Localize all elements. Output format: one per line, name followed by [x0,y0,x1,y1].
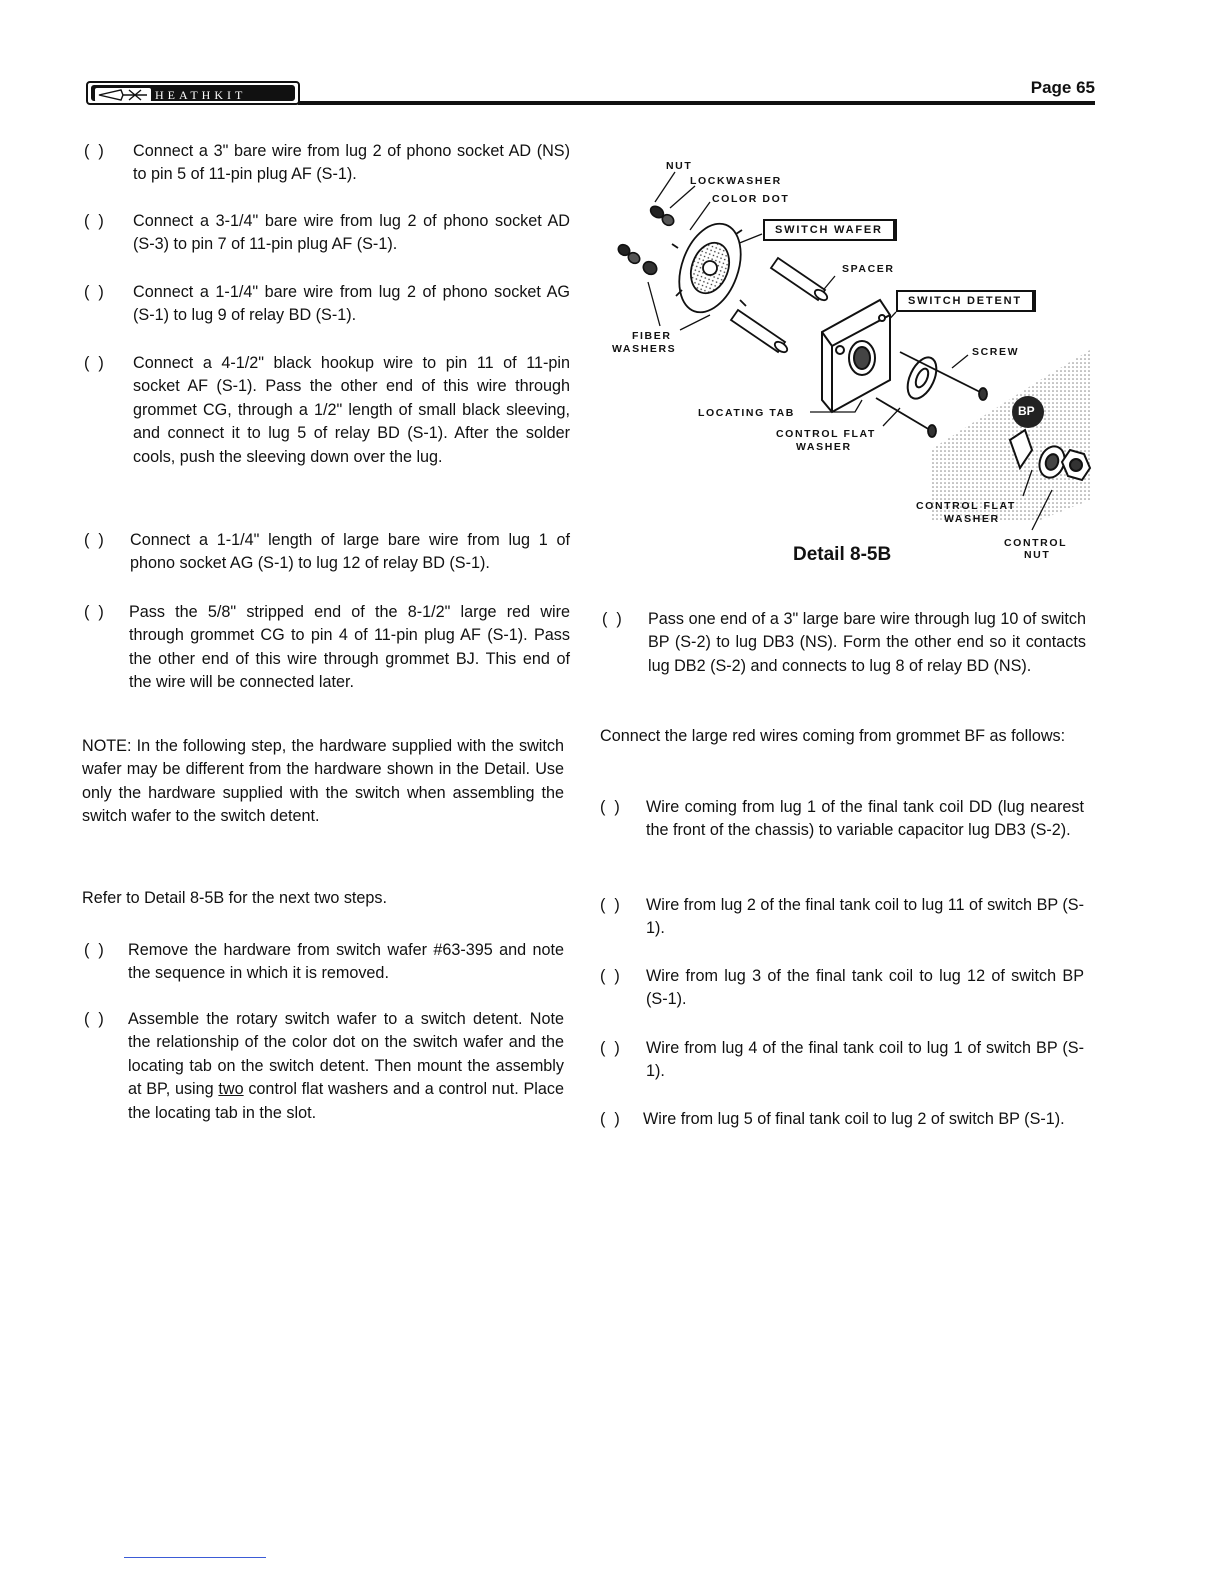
step-right-3 [600,894,1084,941]
label-lockwasher: LOCKWASHER [690,175,782,187]
checkbox[interactable]: ( ) [84,212,104,230]
step-left-4 [84,352,570,469]
step-left-3 [84,281,570,328]
label-control-flat-washer-2: CONTROL FLAT [916,500,1016,512]
step-text-a: Assemble the rotary switch wafer to a switch detent. Note the relationship of the color dot on the switch wafer and the locating tab on the switch detent. Then mount the assembly at BP, using [128,1010,564,1099]
detail-8-5b-figure [600,150,1110,580]
step-right-2 [600,796,1084,843]
label-nut: NUT [666,160,693,172]
right-intro-paragraph: Connect the large red wires coming from grommet BF as follows: [600,727,1066,745]
checkbox[interactable]: ( ) [84,1010,104,1028]
checkbox[interactable]: ( ) [84,941,104,959]
checkbox[interactable]: ( ) [84,354,104,372]
step-left-2 [84,210,570,257]
label-control-flat-washer-1: CONTROL FLAT [776,428,876,440]
step-text: Wire coming from lug 1 of the final tank coil DD (lug nearest the front of the chassis) to variable capacitor lug DB3 (S-2). [646,798,1084,840]
label-locating-tab: LOCATING TAB [698,407,795,419]
page-number: Page 65 [1030,78,1095,97]
heathkit-logo [86,81,300,105]
label-bp: BP [1018,404,1035,418]
step-left-8 [84,1008,564,1125]
step-text [128,1008,564,1125]
logo-emblem-svg [95,88,151,102]
label-switch-detent: SWITCH DETENT [896,290,1036,312]
label-screw: SCREW [972,346,1020,358]
step-text: Wire from lug 2 of the final tank coil to lug 11 of switch BP (S-1). [646,896,1084,938]
step-right-4 [600,965,1084,1012]
step-left-6 [84,601,570,695]
step-right-1 [602,608,1086,678]
step-text: Remove the hardware from switch wafer #63-395 and note the sequence in which it is removed. [128,941,564,983]
figure-caption: Detail 8-5B [793,544,892,565]
step-right-6 [600,1108,1084,1131]
step-text: Pass one end of a 3" large bare wire through lug 10 of switch BP (S-2) to lug DB3 (NS). Form the other end so it contacts lug DB2 (S-2) and connects to lug 8 of relay BD (NS). [648,610,1086,675]
refer-paragraph: Refer to Detail 8-5B for the next two steps. [82,889,388,907]
step-right-5 [600,1037,1084,1084]
checkbox[interactable]: ( ) [600,896,620,914]
step-text: Connect a 1-1/4" length of large bare wire from lug 1 of phono socket AG (S-1) to lug 12 of relay BD (S-1). [130,531,570,573]
step-text: Wire from lug 4 of the final tank coil to lug 1 of switch BP (S-1). [646,1039,1084,1081]
checkbox[interactable]: ( ) [602,610,622,628]
note-paragraph: NOTE: In the following step, the hardware supplied with the switch wafer may be different from the hardware shown in the Detail. Use only the hardware supplied with the switch when assembling the switch wafer to the switch detent. [82,737,564,826]
checkbox[interactable]: ( ) [84,283,104,301]
step-text: Connect a 3" bare wire from lug 2 of phono socket AD (NS) to pin 5 of 11-pin plug AF (S-1). [133,142,570,184]
label-nut-2: NUT [1024,549,1051,561]
checkbox[interactable]: ( ) [600,1110,620,1128]
step-left-1 [84,140,570,187]
step-text-b: control flat washers and a control nut. Place the locating tab in the slot. [128,1080,564,1122]
label-control-nut: CONTROL [1004,537,1068,549]
checkbox[interactable]: ( ) [600,1039,620,1057]
label-washer-1: WASHER [796,441,852,453]
step-text: Connect a 1-1/4" bare wire from lug 2 of phono socket AG (S-1) to lug 9 of relay BD (S-1). [133,283,570,325]
label-color-dot: COLOR DOT [712,193,790,205]
step-text-underlined: two [218,1080,244,1099]
label-washers: WASHERS [612,343,677,355]
header-rule [298,101,1095,105]
checkbox[interactable]: ( ) [84,531,104,549]
label-spacer: SPACER [842,263,895,275]
step-text: Connect a 3-1/4" bare wire from lug 2 of phono socket AD (S-3) to pin 7 of 11-pin plug AF (S-1). [133,212,570,254]
step-text: Wire from lug 3 of the final tank coil to lug 12 of switch BP (S-1). [646,967,1084,1009]
label-washer-2: WASHER [944,513,1000,525]
exploded-assembly-drawing [600,150,1110,580]
step-text: Connect a 4-1/2" black hookup wire to pin 11 of 11-pin socket AF (S-1). Pass the other end of this wire through grommet CG, through a 1/2" length of small black sleeving, and connect it to lug 5 of relay BD (S-1). After the solder cools, push the sleeving down over the lug. [133,354,570,466]
step-text: Pass the 5/8" stripped end of the 8-1/2" large red wire through grommet CG to pin 4 of 11-pin plug AF (S-1). Pass the other end of this wire through grommet BJ. This end of the wire will be connected later. [129,603,570,692]
label-switch-wafer: SWITCH WAFER [763,219,897,241]
logo-emblem-icon [95,88,151,102]
checkbox[interactable]: ( ) [600,798,620,816]
checkbox[interactable]: ( ) [84,603,104,621]
checkbox[interactable]: ( ) [84,142,104,160]
step-text: Wire from lug 5 of final tank coil to lug 2 of switch BP (S-1). [643,1110,1065,1128]
logo-text: HEATHKIT [155,88,247,102]
label-fiber: FIBER [632,330,672,342]
step-left-5 [84,529,570,576]
logo-band [91,85,295,101]
panel-shading [930,350,1090,520]
footnote-rule [124,1557,266,1558]
checkbox[interactable]: ( ) [600,967,620,985]
step-left-7 [84,939,564,986]
